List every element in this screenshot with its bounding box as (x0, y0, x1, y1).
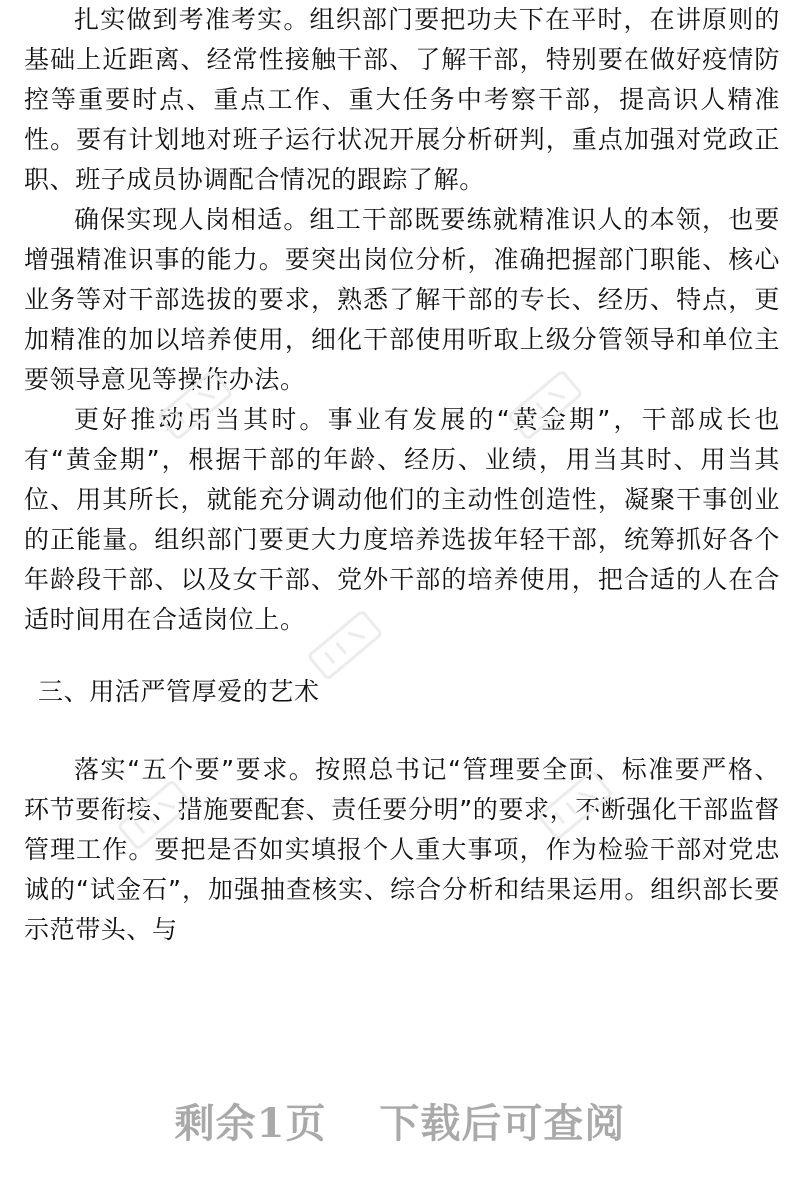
paragraph-kaozhun: 扎实做到考准考实。组织部门要把功夫下在平时，在讲原则的基础上近距离、经常性接触干部、了解干部，特别要在做好疫情防控等重要时点、重点工作、重大任务中考察干部，提高识人精准性。要有计划地对班子运行状况开展分析研判，重点加强对党政正职、班子成员协调配合情况的跟踪了解。 (24, 5, 780, 194)
paragraph-rengang: 确保实现人岗相适。组工干部既要练就精准识人的本领，也要增强精准识事的能力。要突出岗位分析，准确把握部门职能、核心业务等对干部选拔的要求，熟悉了解干部的专长、经历、特点，更加精准的加以培养使用，细化干部使用听取上级分管领导和单位主要领导意见等操作办法。 (24, 205, 780, 394)
download-remaining-notice[interactable]: 剩余1页 下载后可查阅 (174, 1100, 626, 1147)
paragraph-yongdang: 更好推动用当其时。事业有发展的“黄金期”，干部成长也有“黄金期”，根据干部的年龄、经历、业绩，用当其时、用当其位、用其所长，就能充分调动他们的主动性创造性，凝聚干事创业的正能量。组织部门要更大力度培养选拔年轻干部，统筹抓好各个年龄段干部、以及女干部、党外干部的培养使用，把合适的人在合适时间用在合适岗位上。 (24, 405, 780, 634)
document-body (24, 0, 780, 950)
section-heading: 三、用活严管厚爱的艺术 (38, 677, 320, 706)
paragraph-wugeyao: 落实“五个要”要求。按照总书记“管理要全面、标准要严格、环节要衔接、措施要配套、责任要分明”的要求，不断强化干部监督管理工作。要把是否如实填报个人重大事项，作为检验干部对党忠诚的“试金石”，加强抽查核实、综合分析和结果运用。组织部长要示范带头、与 (24, 755, 780, 944)
